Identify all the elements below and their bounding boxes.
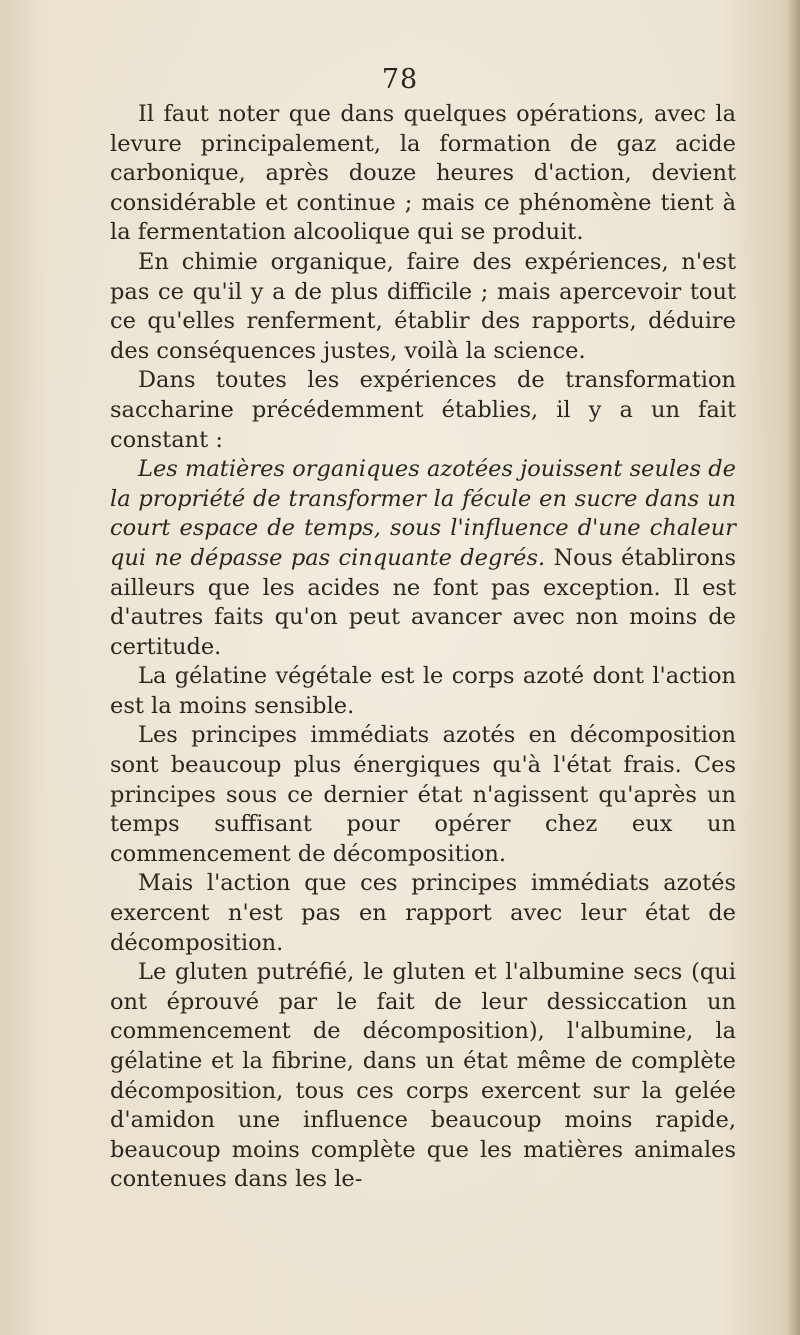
paragraph-levure: Il faut noter que dans quelques opérations, avec la levure principalement, la formation de gaz acide carbonique, après douze heures d'action, devient considérable et continue ; mais ce phénomène tient à la fermentation alcoolique qui se produit. bbox=[110, 101, 736, 246]
page-spine-shadow bbox=[786, 0, 800, 1335]
paragraph-transformation: Dans toutes les expériences de transformation saccharine précédemment établies, il y a un fait constant : bbox=[110, 367, 736, 453]
paragraph-principle bbox=[110, 455, 736, 662]
paragraph-gelatine: La gélatine végétale est le corps azoté dont l'action est la moins sensible. bbox=[110, 663, 736, 719]
principle-continuation: Nous établirons ailleurs que les acides ne font pas exception. Il est d'autres faits qu'on peut avancer avec non moins de certitude. bbox=[110, 544, 736, 660]
paragraph-principes-immediats: Les principes immédiats azotés en décomposition sont beaucoup plus énergiques qu'à l'état frais. Ces principes sous ce dernier état n'agissent qu'après un temps suffisant pour opérer chez eux un commencement de décomposition. bbox=[110, 722, 736, 867]
page-number: 78 bbox=[381, 64, 419, 95]
principle-italic: Les matières organiques azotées jouissent seules de la propriété de transformer la fécule en sucre dans un court espace de temps, sous l'influence d'une chaleur qui ne dépasse pas cinquante degrés. bbox=[110, 456, 736, 571]
paragraph-chimie-organique: En chimie organique, faire des expériences, n'est pas ce qu'il y a de plus difficile ; mais apercevoir tout ce qu'elles renferment, établir des rapports, déduire des conséquences justes, voilà la science. bbox=[110, 248, 736, 364]
body-text bbox=[110, 100, 736, 1195]
paragraph-action: Mais l'action que ces principes immédiats azotés exercent n'est pas en rapport avec leur état de décomposition. bbox=[110, 870, 736, 956]
paragraph-gluten: Le gluten putréfié, le gluten et l'albumine secs (qui ont éprouvé par le fait de leur dessiccation un commencement de décomposition), l'albumine, la gélatine et la fibrine, dans un état même de complète décomposition, tous ces corps exercent sur la gelée d'amidon une influence beaucoup moins rapide, beaucoup moins complète que les matières animales contenues dans les le- bbox=[110, 959, 736, 1193]
